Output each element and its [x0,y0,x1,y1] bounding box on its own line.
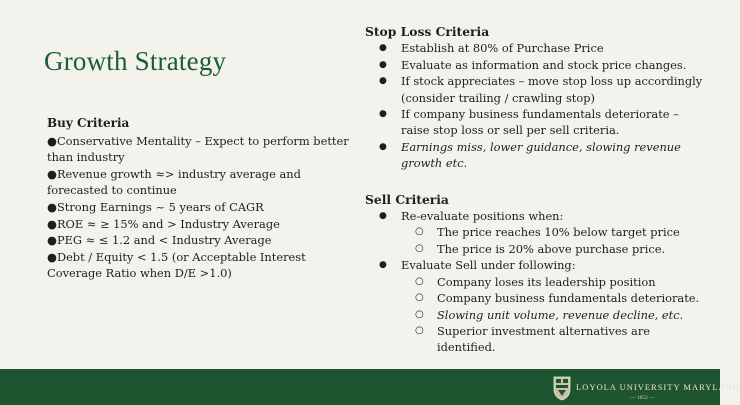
list-item-text: If stock appreciates – move stop loss up accordingly (consider trailing / crawling stop) [401,74,703,105]
list-item-text: Establish at 80% of Purchase Price [401,41,604,56]
bullet-icon: ● [379,260,387,271]
hollow-bullet-icon: ○ [415,226,424,238]
sell-criteria-list [365,208,705,356]
list-item [365,208,705,224]
buy-criteria-line: ●Strong Earnings ~ 5 years of CAGR [47,199,264,214]
stop-loss-heading: Stop Loss Criteria [365,24,490,39]
university-name: LOYOLA UNIVERSITY MARYLAND [576,382,740,392]
slide-title: Growth Strategy [44,46,227,76]
bullet-icon: ● [379,59,387,70]
stop-loss-list [365,40,705,171]
footer-bar [0,369,740,405]
hollow-bullet-icon: ○ [415,324,424,336]
criteria-right-column [365,24,705,356]
sub-list-item-text: The price reaches 10% below target price [437,225,680,240]
university-crest-icon [552,375,572,401]
sell-criteria-heading: Sell Criteria [365,191,449,207]
buy-criteria-line: ●ROE ≈ ≥ 15% and > Industry Average [47,216,280,231]
buy-criteria-section [47,115,352,282]
list-item [365,73,705,106]
sub-list-item-text: Superior investment alternatives are identified. [437,323,651,355]
list-item-text: If company business fundamentals deteriorate – raise stop loss or sell per sell criteria. [401,107,679,138]
buy-criteria-heading: Buy Criteria [47,116,130,130]
bullet-icon: ● [379,109,387,120]
sub-list-item [365,224,705,240]
list-item [365,139,705,172]
hollow-bullet-icon: ○ [415,275,424,287]
hollow-bullet-icon: ○ [415,308,424,320]
sub-list-item [365,274,705,290]
buy-criteria-line: ●Debt / Equity < 1.5 (or Acceptable Interest Coverage Ratio when D/E >1.0) [47,249,306,281]
sub-list-item-text: Slowing unit volume, revenue decline, etc. [437,307,684,322]
buy-criteria-line: ●PEG ≈ ≤ 1.2 and < Industry Average [47,233,272,248]
buy-criteria-line: ●Revenue growth ≈> industry average and forecasted to continue [47,166,301,198]
bullet-icon: ● [379,43,387,54]
hollow-bullet-icon: ○ [415,292,424,304]
founding-year: — 1852 — [630,395,655,401]
sub-list-item [365,241,705,257]
sub-list-item-text: Company loses its leadership position [437,274,656,289]
list-item-text: Evaluate as information and stock price changes. [401,57,687,72]
buy-criteria-line: ●Conservative Mentality – Expect to perform better than industry [47,133,349,165]
list-item-text: Evaluate Sell under following: [401,258,576,273]
bullet-icon: ● [379,76,387,87]
sub-list-item [365,290,705,306]
bullet-icon: ● [379,141,387,152]
list-item-text: Earnings miss, lower guidance, slowing revenue growth etc. [401,139,681,171]
list-item [365,57,705,73]
list-item-text: Re-evaluate positions when: [401,209,564,224]
list-item [365,106,705,139]
sub-list-item [365,307,705,323]
hollow-bullet-icon: ○ [415,242,424,254]
sub-list-item [365,323,705,356]
bullet-icon: ● [379,211,387,222]
university-logo [552,375,740,403]
sub-list-item-text: Company business fundamentals deteriorate. [437,291,700,306]
list-item [365,40,705,56]
list-item [365,257,705,273]
sub-list-item-text: The price is 20% above purchase price. [437,241,666,256]
